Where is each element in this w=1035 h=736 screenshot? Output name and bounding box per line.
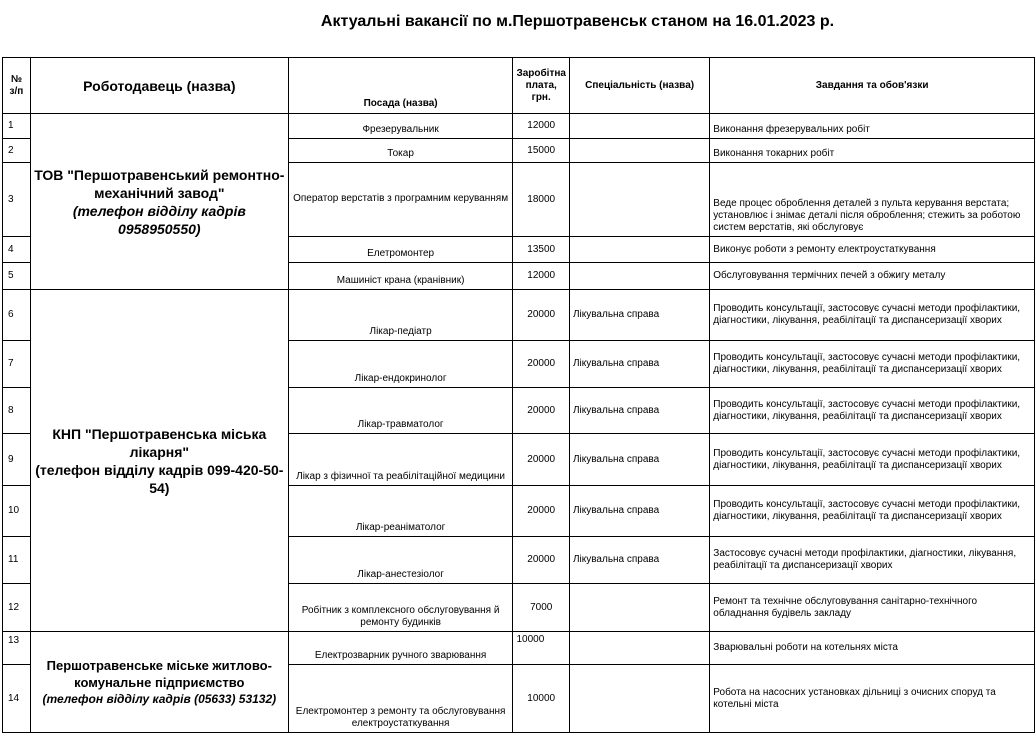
table-row (3, 290, 1035, 341)
position-cell: Електрозварник ручного зварювання (288, 632, 513, 665)
row-number: 1 (3, 114, 31, 139)
header-position: Посада (назва) (288, 58, 513, 114)
table-header-row (3, 58, 1035, 114)
position-cell: Оператор верстатів з програмним керуванням (288, 163, 513, 237)
duties-cell: Проводить консультації, застосовує сучасні методи профілактики, діагностики, лікування, реабілітації та диспансеризації хворих (710, 290, 1035, 341)
row-number: 4 (3, 237, 31, 263)
header-salary: Заробітна плата, грн. (513, 58, 570, 114)
row-number: 9 (3, 434, 31, 486)
salary-cell: 7000 (513, 584, 570, 632)
employer-phone: (телефон відділу кадрів (05633) 53132) (42, 692, 277, 706)
duties-cell: Веде процес оброблення деталей з пульта керування верстата; установлює і знімає деталі після оброблення; стежить за роботою систем верстатів, які обслуговує (710, 163, 1035, 237)
position-cell: Лікар-реаніматолог (288, 486, 513, 537)
duties-cell: Робота на насосних установках дільниці з очисних споруд та котельні міста (710, 665, 1035, 733)
row-number: 11 (3, 537, 31, 584)
duties-cell: Виконання фрезерувальних робіт (710, 114, 1035, 139)
row-number: 3 (3, 163, 31, 237)
specialty-cell: Лікувальна справа (569, 341, 709, 388)
table-row (3, 632, 1035, 665)
row-number: 6 (3, 290, 31, 341)
table-row (3, 114, 1035, 139)
position-cell: Лікар-травматолог (288, 388, 513, 434)
specialty-cell: Лікувальна справа (569, 537, 709, 584)
header-duties: Завдання та обов'язки (710, 58, 1035, 114)
position-cell: Лікар-ендокринолог (288, 341, 513, 388)
vacancies-table (2, 57, 1035, 733)
specialty-cell (569, 163, 709, 237)
row-number: 2 (3, 139, 31, 163)
salary-cell: 20000 (513, 434, 570, 486)
position-cell: Елетромонтер (288, 237, 513, 263)
specialty-cell (569, 632, 709, 665)
row-number: 10 (3, 486, 31, 537)
salary-cell: 10000 (513, 665, 570, 733)
header-num: № з/п (3, 58, 31, 114)
specialty-cell: Лікувальна справа (569, 388, 709, 434)
specialty-cell: Лікувальна справа (569, 434, 709, 486)
salary-cell: 20000 (513, 486, 570, 537)
employer-phone: (телефон відділу кадрів 099-420-50-54) (35, 461, 284, 496)
duties-cell: Проводить консультації, застосовує сучасні методи профілактики, діагностики, лікування, реабілітації та диспансеризації хворих (710, 341, 1035, 388)
employer-name: КНП "Першотравенська міська лікарня" (52, 425, 267, 460)
row-number: 12 (3, 584, 31, 632)
header-specialty: Спеціальність (назва) (569, 58, 709, 114)
salary-cell: 18000 (513, 163, 570, 237)
row-number: 13 (3, 632, 31, 665)
salary-cell: 20000 (513, 341, 570, 388)
duties-cell: Проводить консультації, застосовує сучасні методи профілактики, діагностики, лікування, реабілітації та диспансеризації хворих (710, 434, 1035, 486)
salary-cell: 20000 (513, 537, 570, 584)
position-cell: Машиніст крана (кранівник) (288, 263, 513, 290)
salary-cell: 13500 (513, 237, 570, 263)
specialty-cell (569, 114, 709, 139)
position-cell: Лікар-педіатр (288, 290, 513, 341)
specialty-cell (569, 263, 709, 290)
position-cell: Токар (288, 139, 513, 163)
specialty-cell: Лікувальна справа (569, 290, 709, 341)
position-cell: Робітник з комплексного обслуговування й ремонту будинків (288, 584, 513, 632)
employer-name: Першотравенське міське житлово-комунальне підприємство (46, 658, 272, 690)
row-number: 7 (3, 341, 31, 388)
specialty-cell (569, 665, 709, 733)
position-cell: Лікар з фізичної та реабілітаційної медицини (288, 434, 513, 486)
employer-cell (30, 114, 288, 290)
employer-name: ТОВ "Першотравенський ремонтно-механічний завод" (34, 166, 285, 201)
row-number: 8 (3, 388, 31, 434)
specialty-cell (569, 584, 709, 632)
salary-cell: 20000 (513, 290, 570, 341)
salary-cell: 20000 (513, 388, 570, 434)
position-cell: Електромонтер з ремонту та обслуговування електроустаткування (288, 665, 513, 733)
employer-cell (30, 290, 288, 632)
position-cell: Лікар-анестезіолог (288, 537, 513, 584)
duties-cell: Застосовує сучасні методи профілактики, діагностики, лікування, реабілітації та диспансеризації хворих (710, 537, 1035, 584)
specialty-cell: Лікувальна справа (569, 486, 709, 537)
duties-cell: Проводить консультації, застосовує сучасні методи профілактики, діагностики, лікування, реабілітації та диспансеризації хворих (710, 486, 1035, 537)
salary-cell: 10000 (513, 632, 570, 665)
duties-cell: Зварювальні роботи на котельнях міста (710, 632, 1035, 665)
duties-cell: Виконання токарних робіт (710, 139, 1035, 163)
salary-cell: 12000 (513, 114, 570, 139)
page-title: Актуальні вакансії по м.Першотравенськ станом на 16.01.2023 р. (320, 13, 835, 30)
header-employer: Роботодавець (назва) (30, 58, 288, 114)
position-cell: Фрезерувальник (288, 114, 513, 139)
duties-cell: Проводить консультації, застосовує сучасні методи профілактики, діагностики, лікування, реабілітації та диспансеризації хворих (710, 388, 1035, 434)
duties-cell: Ремонт та технічне обслуговування санітарно-технічного обладнання будівель закладу (710, 584, 1035, 632)
duties-cell: Обслуговування термічних печей з обжигу металу (710, 263, 1035, 290)
employer-cell (30, 632, 288, 733)
row-number: 14 (3, 665, 31, 733)
employer-phone: (телефон відділу кадрів 0958950550) (72, 202, 246, 237)
salary-cell: 12000 (513, 263, 570, 290)
row-number: 5 (3, 263, 31, 290)
duties-cell: Виконує роботи з ремонту електроустаткування (710, 237, 1035, 263)
specialty-cell (569, 139, 709, 163)
specialty-cell (569, 237, 709, 263)
salary-cell: 15000 (513, 139, 570, 163)
